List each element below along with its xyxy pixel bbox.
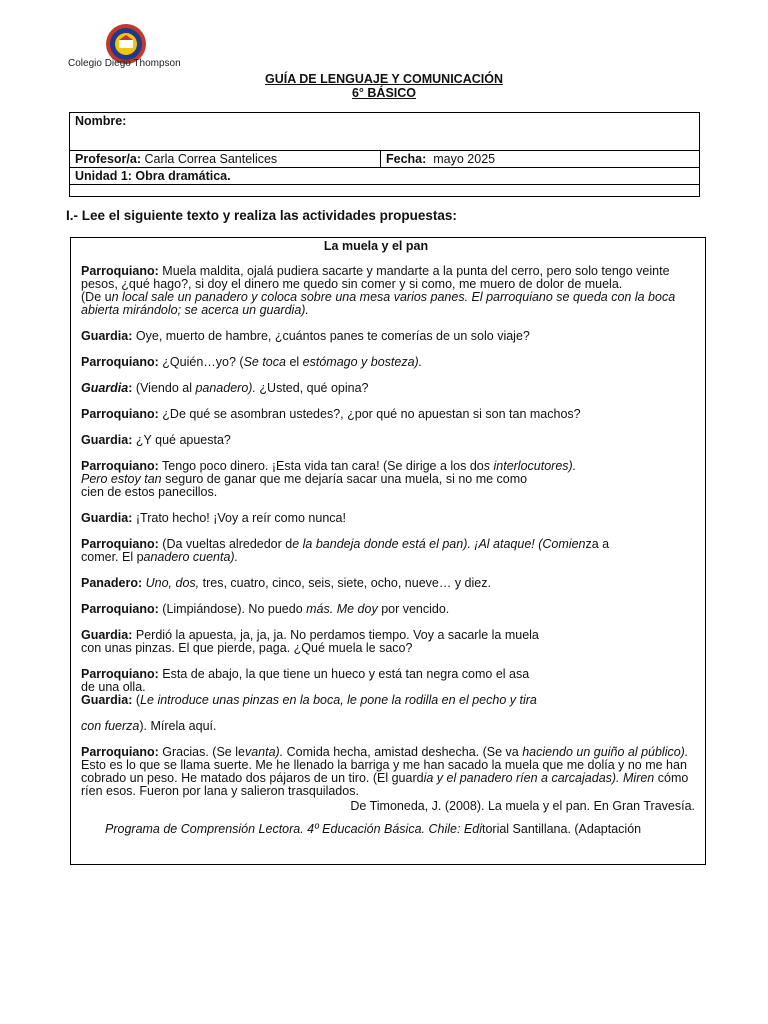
- line-text: más. Me doy: [306, 602, 378, 616]
- dialogue-line: [81, 668, 701, 694]
- reference-line: De Timoneda, J. (2008). La muela y el pan. En Gran Travesía.: [350, 799, 695, 813]
- line-text: con unas pinzas. El que pierde, paga. ¿Qué muela le saco?: [81, 641, 413, 655]
- line-text: Muela maldita, ojalá pudiera sacarte y mandarte a la punta del cerro, pero solo tengo veinte pesos, ¿qué hago?, si doy el dinero me quedo sin comer y si como, me muero de dolor de muela.: [81, 264, 670, 291]
- dialogue-line: [81, 434, 701, 447]
- line-text: Pero estoy tan: [81, 472, 162, 486]
- line-text: (: [135, 693, 141, 707]
- stage-direction: anadero cuenta).: [143, 550, 239, 564]
- stage-direction: (De u: [81, 290, 112, 304]
- speaker: Parroquiano:: [81, 602, 159, 616]
- dialogue-line: [81, 330, 701, 343]
- name-cell[interactable]: [70, 113, 700, 151]
- section-instruction: I.- Lee el siguiente texto y realiza las actividades propuestas:: [66, 208, 457, 223]
- line-text: ¡Trato hecho! ¡Voy a reír como nunca!: [135, 511, 346, 525]
- dialogue-line: [81, 577, 701, 590]
- dialogue-line: [81, 356, 701, 369]
- teacher-cell: [70, 151, 381, 168]
- dialogue-line: [81, 694, 701, 733]
- line-text: Gracias. (Se le: [162, 745, 245, 759]
- line-text: (Viendo al: [135, 381, 192, 395]
- line-text: (Da vueltas alrededor d: [162, 537, 293, 551]
- speaker: Guardia:: [81, 628, 133, 642]
- speaker: Parroquiano:: [81, 459, 159, 473]
- teacher-label: Profesor/a:: [75, 152, 141, 166]
- unit-cell: Unidad 1: Obra dramática.: [70, 168, 700, 185]
- speaker: Parroquiano:: [81, 667, 159, 681]
- student-info-table: [69, 112, 700, 197]
- dialogue-line: [81, 629, 701, 655]
- dialogue-line: [81, 746, 701, 798]
- line-text: ¿Y qué apuesta?: [135, 433, 231, 447]
- reference-part: torial Santillana. (Adaptación: [481, 822, 642, 836]
- story-content: [81, 240, 701, 836]
- line-text: ¿Quién…yo? (: [162, 355, 244, 369]
- speaker: Panadero:: [81, 576, 143, 590]
- line-text: Perdió la apuesta, ja, ja, ja. No perdamos tiempo. Voy a sacarle la muela: [135, 628, 539, 642]
- dialogue-line: [81, 603, 701, 616]
- stage-direction: estómago y bosteza).: [302, 355, 423, 369]
- line-text: Esto es lo que se llama suerte. Me he llenado la barriga y me han sacado la muela que me dolía y no me han cobrado un peso. He matado dos pájaros de un tiro. (El guard: [81, 758, 687, 785]
- speaker: Parroquiano:: [81, 537, 159, 551]
- dialogue-line: [81, 265, 701, 317]
- line-text: Comida hecha, amistad deshecha. (Se va: [286, 745, 519, 759]
- speaker: Parroquiano:: [81, 264, 159, 278]
- dialogue-line: [81, 408, 701, 421]
- line-text: ). Mírela aquí.: [139, 719, 217, 733]
- stage-direction: con fuerza: [81, 719, 140, 733]
- story-title: La muela y el pan: [323, 239, 429, 253]
- reference-part: Programa de Comprensión Lectora. 4º Educación Básica. Chile: Edi: [105, 822, 482, 836]
- speaker: Guardia:: [81, 329, 133, 343]
- line-text: Tengo poco dinero. ¡Esta vida tan cara! (Se dirige a los do: [162, 459, 484, 473]
- document-grade: 6° BÁSICO: [351, 86, 417, 100]
- teacher-value: Carla Correa Santelices: [144, 152, 278, 166]
- line-text: Esta de abajo, la que tiene un hueco y está tan negra como el asa: [162, 667, 530, 681]
- speaker: Guardia:: [81, 433, 133, 447]
- line-text: por vencido.: [381, 602, 450, 616]
- dialogue-line: [81, 512, 701, 525]
- line-text: comer. El p: [81, 550, 144, 564]
- document-title: GUÍA DE LENGUAJE Y COMUNICACIÓN: [265, 72, 503, 86]
- line-text: de una olla.: [81, 680, 146, 694]
- line-text: ¿De qué se asombran ustedes?, ¿por qué no apuestan si son tan machos?: [162, 407, 581, 421]
- reference-line: [81, 823, 701, 836]
- stage-direction: haciendo un guiño al público).: [522, 745, 689, 759]
- name-label: Nombre:: [75, 114, 127, 128]
- line-text: ¿Usted, qué opina?: [259, 381, 369, 395]
- dialogue-line: [81, 538, 701, 564]
- stage-direction: s interlocutores).: [483, 459, 577, 473]
- line-text: (Limpiándose). No puedo: [162, 602, 303, 616]
- stage-direction: Se toca: [243, 355, 286, 369]
- stage-direction: ia y el panadero ríen a carcajadas). Miren: [423, 771, 655, 785]
- line-text: el: [289, 355, 300, 369]
- stage-direction: Le introduce unas pinzas en la boca, le pone la rodilla en el pecho y tira: [140, 693, 537, 707]
- speaker: Parroquiano:: [81, 407, 159, 421]
- dialogue-line: [81, 382, 701, 395]
- speaker: Parroquiano:: [81, 745, 159, 759]
- line-text: seguro de ganar que me dejaría sacar una muela, si no me como: [165, 472, 528, 486]
- stage-direction: n local sale un panadero y coloca sobre una mesa varios panes. El parroquiano se queda con la boca abierta mirándolo; se acerca un guardia).: [81, 290, 676, 317]
- date-value: mayo 2025: [433, 152, 496, 166]
- stage-direction: e la bandeja donde está el pan). ¡Al ataque! (Comien: [292, 537, 586, 551]
- speaker: Guardia:: [81, 693, 133, 707]
- school-name: Colegio Diego Thompson: [68, 58, 181, 69]
- speaker: Parroquiano:: [81, 355, 159, 369]
- line-text: tres, cuatro, cinco, seis, siete, ocho, nueve… y diez.: [202, 576, 491, 590]
- line-text: Oye, muerto de hambre, ¿cuántos panes te comerías de un solo viaje?: [135, 329, 530, 343]
- speaker: Guardia:: [81, 511, 133, 525]
- line-text: cómo ríen esos. Fueron por lana y salieron trasquilados.: [81, 771, 689, 798]
- date-label: Fecha:: [386, 152, 427, 166]
- line-text: cien de estos panecillos.: [81, 485, 218, 499]
- speaker-colon: :: [128, 381, 133, 395]
- stage-direction: vanta).: [244, 745, 284, 759]
- line-text: za a: [585, 537, 610, 551]
- stage-direction: panadero).: [195, 381, 256, 395]
- empty-row: [70, 185, 700, 197]
- date-cell: [381, 151, 700, 168]
- speaker: Guardia: [81, 381, 129, 395]
- line-text: Uno, dos,: [145, 576, 200, 590]
- dialogue-line: [81, 460, 701, 499]
